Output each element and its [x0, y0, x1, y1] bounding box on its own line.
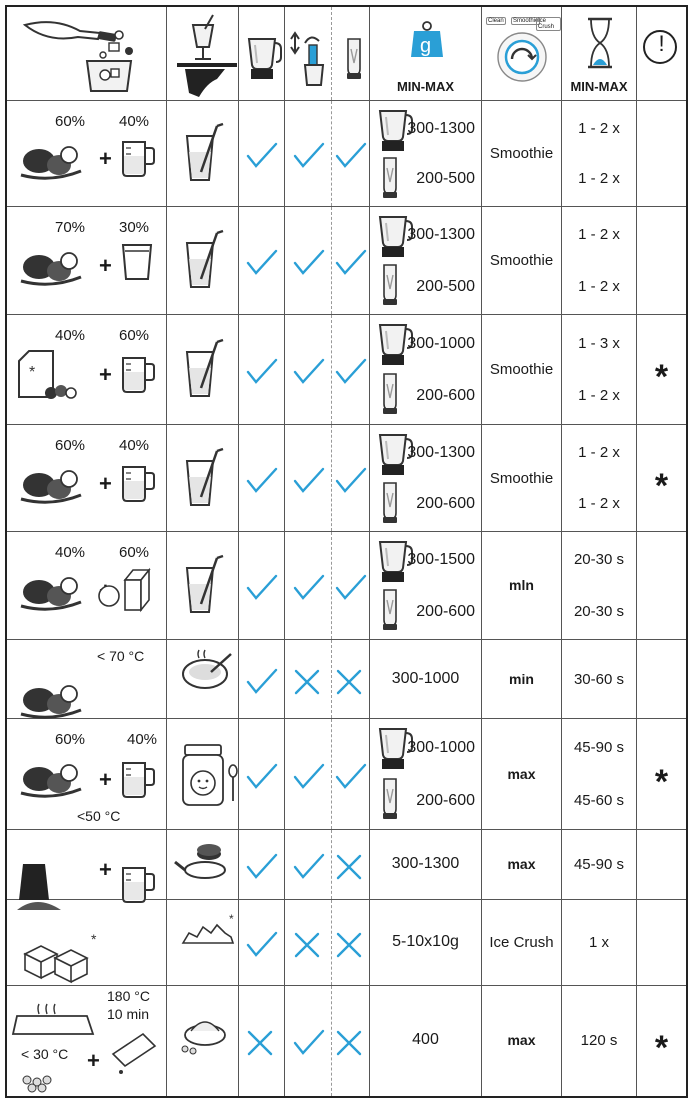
cup-cell: [332, 900, 370, 985]
knife-cutting-icon: [19, 15, 159, 95]
time: 45-90 s: [573, 856, 625, 873]
quantity: 300-1000: [391, 669, 460, 687]
right-percent: 40%: [119, 437, 150, 454]
milk-carton-icon: [119, 566, 161, 612]
blender-cell: [239, 719, 285, 829]
glass-with-straw-icon: [181, 449, 231, 509]
to-go-cup-icon: [340, 37, 370, 81]
banana-pineapple-icon: [15, 562, 95, 622]
wand-cell: [285, 207, 332, 314]
quantity: 400: [412, 1031, 439, 1048]
wand-cell: [285, 532, 332, 639]
to-go-cup-icon: [376, 588, 404, 630]
time-cell: [562, 640, 637, 718]
blender-cell: [239, 986, 285, 1096]
roast-temperature: 180 °C: [107, 988, 150, 1004]
rhubarb-apple-icon: [15, 131, 95, 191]
ingredients-cell: [7, 532, 167, 639]
ingredients-cell: [7, 425, 167, 531]
cup-time: 1 - 2 x: [578, 277, 620, 295]
frying-pan-pancakes-icon: [181, 840, 231, 900]
table-row: [7, 900, 686, 986]
blender-check-icon: [246, 467, 278, 495]
program-cell: [482, 640, 562, 718]
plus-sign: +: [99, 146, 112, 171]
quantity-cell: [370, 315, 482, 424]
ingredients-cell: [7, 315, 167, 424]
left-percent: 70%: [55, 219, 86, 236]
quantity-cell: [370, 101, 482, 206]
cup-check-icon: [335, 249, 367, 277]
wand-check-icon: [293, 467, 325, 495]
serving-cell: [167, 830, 239, 899]
cup-time: 1 - 2 x: [578, 495, 620, 513]
glass-with-straw-icon: [181, 556, 231, 616]
wand-check-icon: [293, 358, 325, 386]
baking-tray-nuts-icon: [15, 1006, 95, 1066]
cup-check-icon: [335, 467, 367, 495]
serving-cell: [167, 101, 239, 206]
blender-quantity: 300-1300: [407, 443, 475, 461]
ingredients-cell: [7, 640, 167, 718]
right-percent: 60%: [119, 327, 150, 344]
svg-text:*: *: [29, 364, 36, 381]
quantity-cell: [370, 986, 482, 1096]
program-cell: [482, 830, 562, 899]
program-setting: mln: [509, 577, 534, 593]
temperature-label: < 70 °C: [97, 648, 145, 664]
plus-sign: +: [99, 766, 112, 792]
wand-cell: [285, 101, 332, 206]
program-setting: max: [507, 1032, 536, 1048]
ingredients-cell: [7, 830, 167, 899]
vegetables-icon: [15, 455, 95, 515]
table-row: [7, 315, 686, 425]
cup-quantity: 200-500: [416, 170, 475, 188]
weight-icon-letter: g: [419, 35, 432, 57]
blender-check-icon: [246, 763, 278, 791]
right-percent: 40%: [119, 113, 150, 130]
to-go-cup-icon: [376, 372, 404, 414]
ingredients-cell: [7, 986, 167, 1096]
fruit-bowl-icon: [15, 237, 95, 297]
cup-cell: [332, 640, 370, 718]
ice-cubes-icon: [15, 930, 95, 990]
to-go-cup-icon: [376, 777, 404, 819]
blender-check-icon: [246, 931, 278, 959]
right-percent: 60%: [119, 544, 150, 561]
left-percent: 40%: [55, 544, 86, 561]
note-asterisk: *: [654, 1029, 669, 1067]
blender-quantity: 300-1000: [407, 738, 475, 756]
note-cell: [637, 640, 686, 718]
ingredients-cell: [7, 719, 167, 829]
blender-quantity: 300-1300: [407, 226, 475, 244]
header-cell: [285, 7, 332, 100]
temperature-label: <50 °C: [77, 808, 121, 824]
table-row: [7, 830, 686, 900]
quantity-cell: [370, 640, 482, 718]
blender-time: 1 - 2 x: [578, 119, 620, 137]
program-setting: max: [507, 765, 536, 782]
wand-cell: [285, 719, 332, 829]
note-cell: [637, 532, 686, 639]
wand-check-icon: [293, 574, 325, 602]
header-cell: [637, 7, 686, 100]
ingredients-cell: [7, 207, 167, 314]
program-cell: [482, 719, 562, 829]
blender-cell: [239, 532, 285, 639]
header-cell: [7, 7, 167, 100]
program-cell: [482, 207, 562, 314]
header-cell: [370, 7, 482, 100]
note-cell: [637, 719, 686, 829]
blender-cross-icon: [246, 1029, 278, 1057]
serving-cell: [167, 207, 239, 314]
cup-check-icon: [335, 142, 367, 170]
time-cell: [562, 719, 637, 829]
blender-check-icon: [246, 142, 278, 170]
hourglass-icon: [588, 17, 612, 69]
quantity-cell: [370, 830, 482, 899]
weight-range-label: MIN-MAX: [396, 79, 455, 94]
note-cell: [637, 425, 686, 531]
plus-sign: +: [99, 253, 112, 278]
cup-cross-icon: [335, 853, 367, 881]
nut-butter-bowl-icon: [181, 1011, 231, 1071]
program-setting: Smoothie: [489, 469, 554, 487]
wand-check-icon: [293, 853, 325, 881]
header-row: [7, 7, 686, 101]
cup-check-icon: [335, 763, 367, 791]
milk-cup-icon: [119, 241, 161, 287]
temperature-label: < 30 °C: [21, 1046, 69, 1062]
wand-check-icon: [293, 763, 325, 791]
ingredients-cell: [7, 101, 167, 206]
cup-quantity: 200-600: [416, 792, 475, 810]
time-cell: [562, 425, 637, 531]
time-cell: [562, 986, 637, 1096]
wand-cell: [285, 986, 332, 1096]
time-cell: [562, 830, 637, 899]
program-setting: Smoothie: [489, 145, 554, 162]
cup-quantity: 200-600: [416, 495, 475, 513]
frozen-berries-icon: [15, 345, 95, 405]
cup-time: 1 - 2 x: [578, 170, 620, 188]
twist-lock-icon: [291, 29, 327, 89]
time-range-label: MIN-MAX: [570, 79, 628, 94]
serving-cell: [167, 900, 239, 985]
info-mark: !: [658, 31, 665, 56]
left-percent: 40%: [55, 327, 86, 344]
glass-with-straw-icon: [181, 231, 231, 291]
note-cell: [637, 207, 686, 314]
right-percent: 30%: [119, 219, 150, 236]
time-cell: [562, 207, 637, 314]
measuring-jug-icon: [119, 755, 161, 801]
cup-cell: [332, 315, 370, 424]
table-row: [7, 101, 686, 207]
program-cell: [482, 986, 562, 1096]
cup-check-icon: [335, 574, 367, 602]
wand-cell: [285, 425, 332, 531]
left-percent: 60%: [55, 731, 86, 748]
blender-check-icon: [246, 249, 278, 277]
cup-quantity: 200-600: [416, 602, 475, 620]
blender-time: 1 - 3 x: [578, 334, 620, 352]
blender-check-icon: [246, 668, 278, 696]
note-asterisk: *: [654, 358, 669, 396]
program-cell: [482, 425, 562, 531]
program-setting: Smoothie: [489, 252, 554, 269]
recipe-table: [5, 5, 688, 1098]
serving-glass-icon: [177, 15, 237, 95]
cup-cell: [332, 207, 370, 314]
table-row: [7, 532, 686, 640]
glass-with-straw-icon: [181, 124, 231, 184]
glass-with-straw-icon: [181, 340, 231, 400]
header-cell: [167, 7, 239, 100]
program-setting: max: [507, 856, 536, 872]
table-row: [7, 425, 686, 532]
svg-text:*: *: [229, 912, 234, 926]
cup-cross-icon: [335, 931, 367, 959]
program-setting: min: [509, 670, 534, 687]
note-asterisk: *: [654, 762, 669, 801]
wand-cell: [285, 640, 332, 718]
blender-time: 45-90 s: [573, 738, 625, 756]
cup-cell: [332, 425, 370, 531]
quantity-cell: [370, 532, 482, 639]
plus-sign: +: [87, 1048, 100, 1073]
wand-check-icon: [293, 142, 325, 170]
program-cell: [482, 315, 562, 424]
cup-cell: [332, 532, 370, 639]
program-dial-icon: [496, 31, 548, 83]
table-row: [7, 207, 686, 315]
plus-sign: +: [99, 857, 112, 882]
serving-cell: [167, 315, 239, 424]
serving-cell: [167, 719, 239, 829]
wand-cell: [285, 900, 332, 985]
program-dial-label: Smoothie: [513, 18, 539, 24]
blender-cell: [239, 830, 285, 899]
cup-cell: [332, 101, 370, 206]
blender-jug-icon: [243, 35, 285, 85]
note-cell: [637, 900, 686, 985]
blender-cell: [239, 640, 285, 718]
blender-cell: [239, 101, 285, 206]
blender-cell: [239, 425, 285, 531]
serving-cell: [167, 532, 239, 639]
cup-quantity: 200-500: [416, 277, 475, 295]
to-go-cup-icon: [376, 156, 404, 198]
blender-check-icon: [246, 574, 278, 602]
program-cell: [482, 101, 562, 206]
blender-cell: [239, 900, 285, 985]
time-cell: [562, 101, 637, 206]
note-cell: [637, 986, 686, 1096]
wand-cell: [285, 315, 332, 424]
header-cell: [482, 7, 562, 100]
blender-cell: [239, 315, 285, 424]
measuring-jug-icon: [119, 459, 161, 505]
cup-quantity: 200-600: [416, 387, 475, 405]
program-setting: Ice Crush: [489, 934, 554, 951]
plus-sign: +: [99, 362, 112, 387]
svg-text:*: *: [91, 931, 97, 947]
cup-time: 1 - 2 x: [578, 387, 620, 405]
time-cell: [562, 315, 637, 424]
to-go-cup-icon: [376, 481, 404, 523]
crushed-ice-icon: [181, 912, 234, 973]
note-cell: [637, 830, 686, 899]
program-cell: [482, 532, 562, 639]
blender-time: 20-30 s: [573, 551, 625, 569]
cup-time: 45-60 s: [573, 792, 625, 810]
ingredients-cell: [7, 900, 167, 985]
plus-sign: +: [99, 470, 112, 496]
cup-time: 20-30 s: [573, 602, 625, 620]
to-go-cup-icon: [376, 263, 404, 305]
steamed-vegetables-icon: [15, 749, 95, 809]
wand-check-icon: [293, 249, 325, 277]
sugar-sachet-icon: [113, 1030, 155, 1076]
quantity-cell: [370, 900, 482, 985]
time: 1 x: [588, 934, 609, 951]
blender-quantity: 300-1300: [407, 119, 475, 137]
note-asterisk: *: [654, 466, 669, 505]
program-dial-label: Clean: [488, 18, 504, 24]
blender-quantity: 300-1000: [407, 334, 475, 352]
wand-cell: [285, 830, 332, 899]
left-percent: 60%: [55, 437, 86, 454]
cup-cell: [332, 830, 370, 899]
program-setting: Smoothie: [489, 361, 554, 378]
measuring-jug-icon: [119, 134, 161, 180]
quantity-cell: [370, 719, 482, 829]
table-row: [7, 986, 686, 1096]
quantity: 5-10x10g: [392, 933, 459, 950]
time: 30-60 s: [573, 670, 625, 688]
quantity-cell: [370, 207, 482, 314]
roast-time: 10 min: [107, 1006, 150, 1022]
serving-cell: [167, 425, 239, 531]
quantity: 300-1300: [391, 855, 460, 872]
blender-check-icon: [246, 853, 278, 881]
header-cell: [239, 7, 285, 100]
time-cell: [562, 532, 637, 639]
right-percent: 40%: [127, 731, 158, 748]
measuring-jug-icon: [119, 350, 161, 396]
blender-check-icon: [246, 358, 278, 386]
cup-cross-icon: [335, 668, 367, 696]
cup-check-icon: [335, 358, 367, 386]
note-cell: [637, 101, 686, 206]
program-cell: [482, 900, 562, 985]
time-cell: [562, 900, 637, 985]
serving-cell: [167, 640, 239, 718]
baby-food-jar-icon: [181, 745, 231, 805]
wand-cross-icon: [293, 668, 325, 696]
header-cell: [562, 7, 637, 100]
cup-cell: [332, 986, 370, 1096]
cup-cross-icon: [335, 1029, 367, 1057]
serving-cell: [167, 986, 239, 1096]
blender-time: 1 - 2 x: [578, 443, 620, 461]
note-cell: [637, 315, 686, 424]
table-row: [7, 719, 686, 830]
table-row: [7, 640, 686, 719]
wand-cross-icon: [293, 931, 325, 959]
quantity-cell: [370, 425, 482, 531]
wand-check-icon: [293, 1029, 325, 1057]
program-dial-label: Ice Crush: [536, 17, 561, 31]
blender-quantity: 300-1500: [407, 551, 475, 569]
left-percent: 60%: [55, 113, 86, 130]
time: 120 s: [580, 1032, 618, 1049]
cup-cell: [332, 719, 370, 829]
header-cell: [332, 7, 370, 100]
soup-bowl-icon: [181, 650, 231, 710]
blender-cell: [239, 207, 285, 314]
blender-time: 1 - 2 x: [578, 226, 620, 244]
